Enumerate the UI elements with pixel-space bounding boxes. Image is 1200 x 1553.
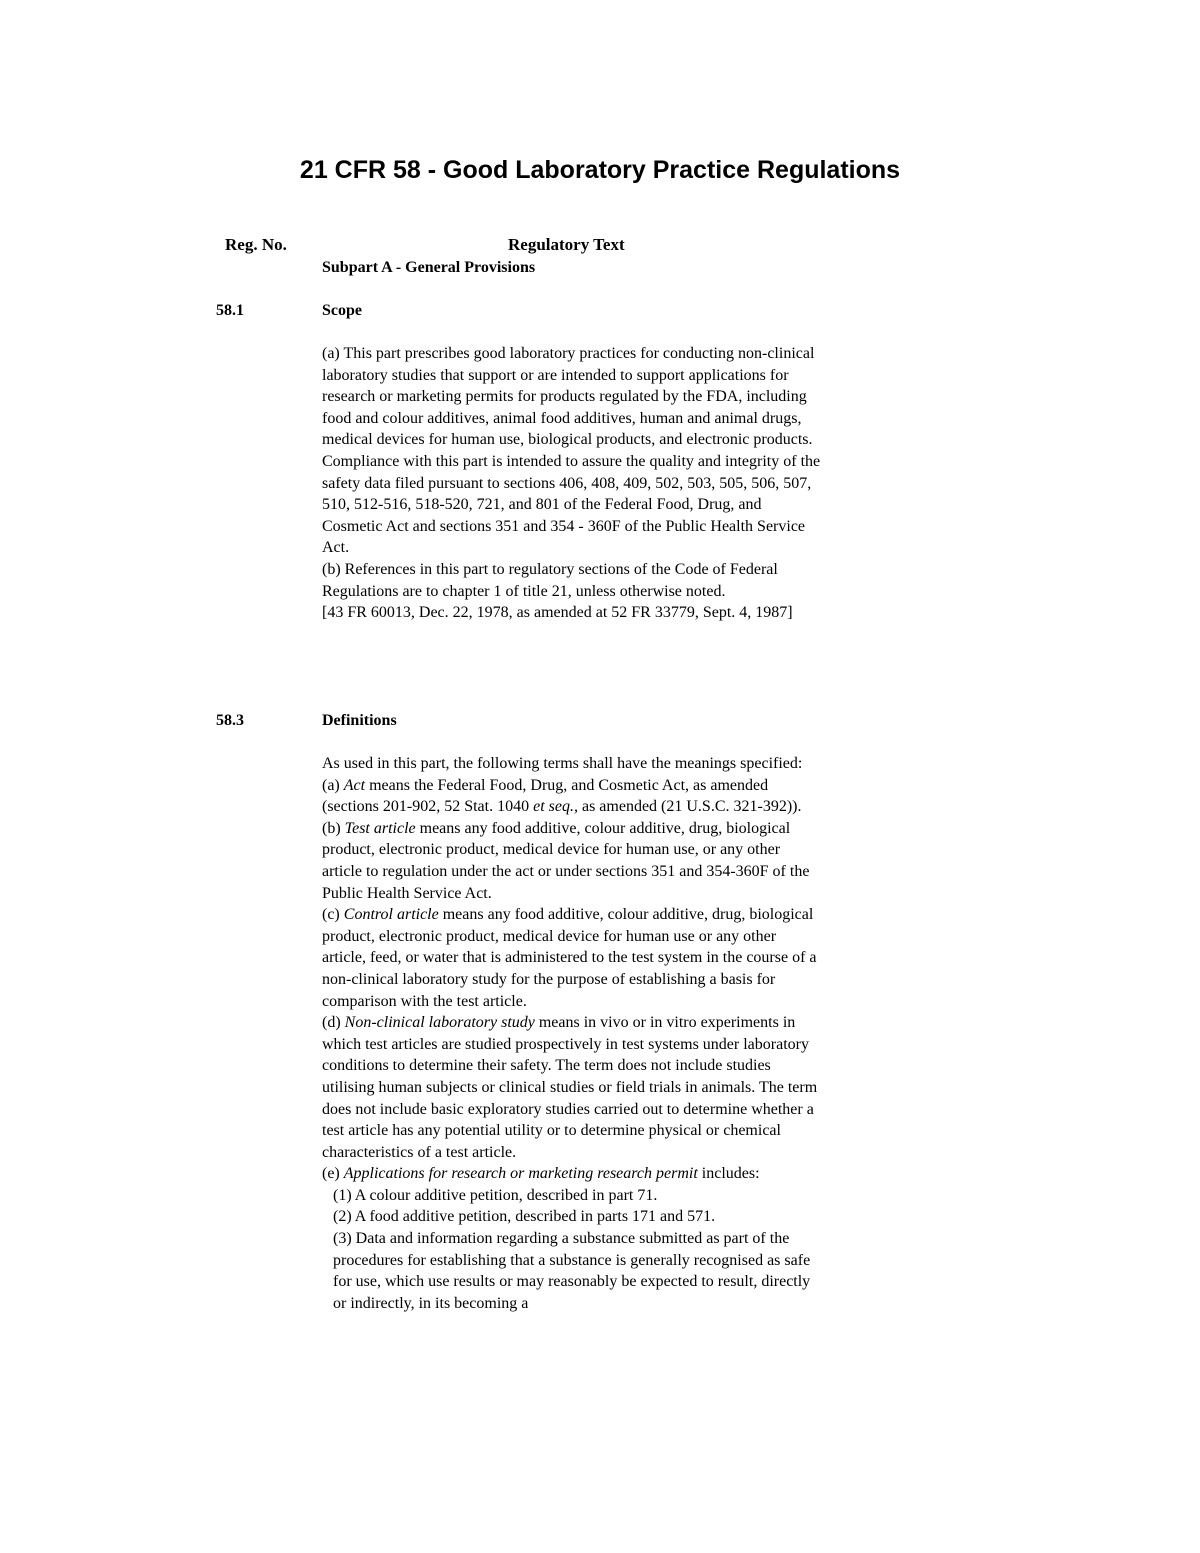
definition-e-item-2: (2) A food additive petition, described in parts 171 and 571.	[333, 1208, 716, 1226]
section-body-58-3	[322, 753, 822, 1314]
definition-e-item-3: (3) Data and information regarding a substance submitted as part of the procedures for establishing that a substance is generally recognised as safe for use, which use results or may reasonably be expected to result, directly or indirectly, in its becoming a	[333, 1230, 811, 1312]
definition-e-text: includes:	[697, 1165, 760, 1183]
definition-e	[322, 1163, 822, 1185]
definition-d-prefix: (d)	[322, 1014, 345, 1032]
scope-citation: [43 FR 60013, Dec. 22, 1978, as amended at 52 FR 33779, Sept. 4, 1987]	[322, 604, 793, 622]
definition-a-et-seq: et seq.,	[533, 798, 578, 816]
column-header-reg-no: Reg. No.	[225, 235, 287, 254]
document-title: 21 CFR 58 - Good Laboratory Practice Regulations	[299, 156, 901, 184]
definition-d-term: Non-clinical laboratory study	[344, 1014, 535, 1032]
column-header-regulatory-text: Regulatory Text	[508, 235, 625, 254]
definition-b	[322, 818, 822, 904]
definition-e-prefix: (e)	[322, 1165, 344, 1183]
definition-e-item-1: (1) A colour additive petition, described in part 71.	[333, 1186, 658, 1204]
definition-b-text: means any food additive, colour additive, drug, biological product, electronic product, medical device for human use, or any other article to regulation under the act or under sections 351 and 354-360F of the Public Health Service Act.	[322, 819, 810, 902]
definition-c-text: means any food additive, colour additive, drug, biological product, electronic product, medical device for human use or any other article, feed, or water that is administered to the test system in the course of a non-clinical laboratory study for the purpose of establishing a basis for comparison with the test article.	[322, 906, 817, 1010]
definition-c	[322, 904, 822, 1012]
section-number-58-3: 58.3	[216, 712, 244, 729]
definition-a-term: Act	[343, 776, 366, 794]
definition-d	[322, 1012, 822, 1163]
definition-b-prefix: (b)	[322, 819, 345, 837]
section-number-58-1: 58.1	[216, 302, 244, 319]
scope-paragraph-a: (a) This part prescribes good laboratory practices for conducting non-clinical laboratory studies that support or are intended to support applications for research or marketing permits for products regulated by the FDA, including food and colour additives, animal food additives, human and animal drugs, medical devices for human use, biological products, and electronic products. Compliance with this part is intended to assure the quality and integrity of the safety data filed pursuant to sections 406, 408, 409, 502, 503, 505, 506, 507, 510, 512-516, 518-520, 721, and 801 of the Federal Food, Drug, and Cosmetic Act and sections 351 and 354 - 360F of the Public Health Service Act.	[322, 345, 821, 557]
definition-d-text: means in vivo or in vitro experiments in which test articles are studied prospectively in test systems under laboratory conditions to determine their safety. The term does not include studies utilising human subjects or clinical studies or field trials in animals. The term does not include basic exploratory studies carried out to determine whether a test article has any potential utility or to determine physical or chemical characteristics of a test article.	[322, 1014, 818, 1161]
section-body-58-1	[322, 343, 822, 624]
definition-b-term: Test article	[344, 819, 416, 837]
definition-a-text-2: as amended (21 U.S.C. 321-392)).	[577, 798, 802, 816]
definition-e-term: Applications for research or marketing research permit	[343, 1165, 698, 1183]
section-heading-scope: Scope	[322, 302, 362, 319]
definition-c-term: Control article	[343, 906, 439, 924]
subpart-heading: Subpart A - General Provisions	[322, 259, 536, 276]
definition-a-prefix: (a)	[322, 776, 344, 794]
section-heading-definitions: Definitions	[322, 712, 397, 729]
definition-c-prefix: (c)	[322, 906, 344, 924]
definition-a	[322, 775, 822, 818]
definition-a-text-1: means the Federal Food, Drug, and Cosmetic Act, as amended (sections 201-902, 52 Stat. 1040	[322, 776, 769, 816]
definitions-intro: As used in this part, the following terms shall have the meanings specified:	[322, 755, 803, 772]
scope-paragraph-b: (b) References in this part to regulatory sections of the Code of Federal Regulations are to chapter 1 of title 21, unless otherwise noted.	[322, 560, 778, 600]
